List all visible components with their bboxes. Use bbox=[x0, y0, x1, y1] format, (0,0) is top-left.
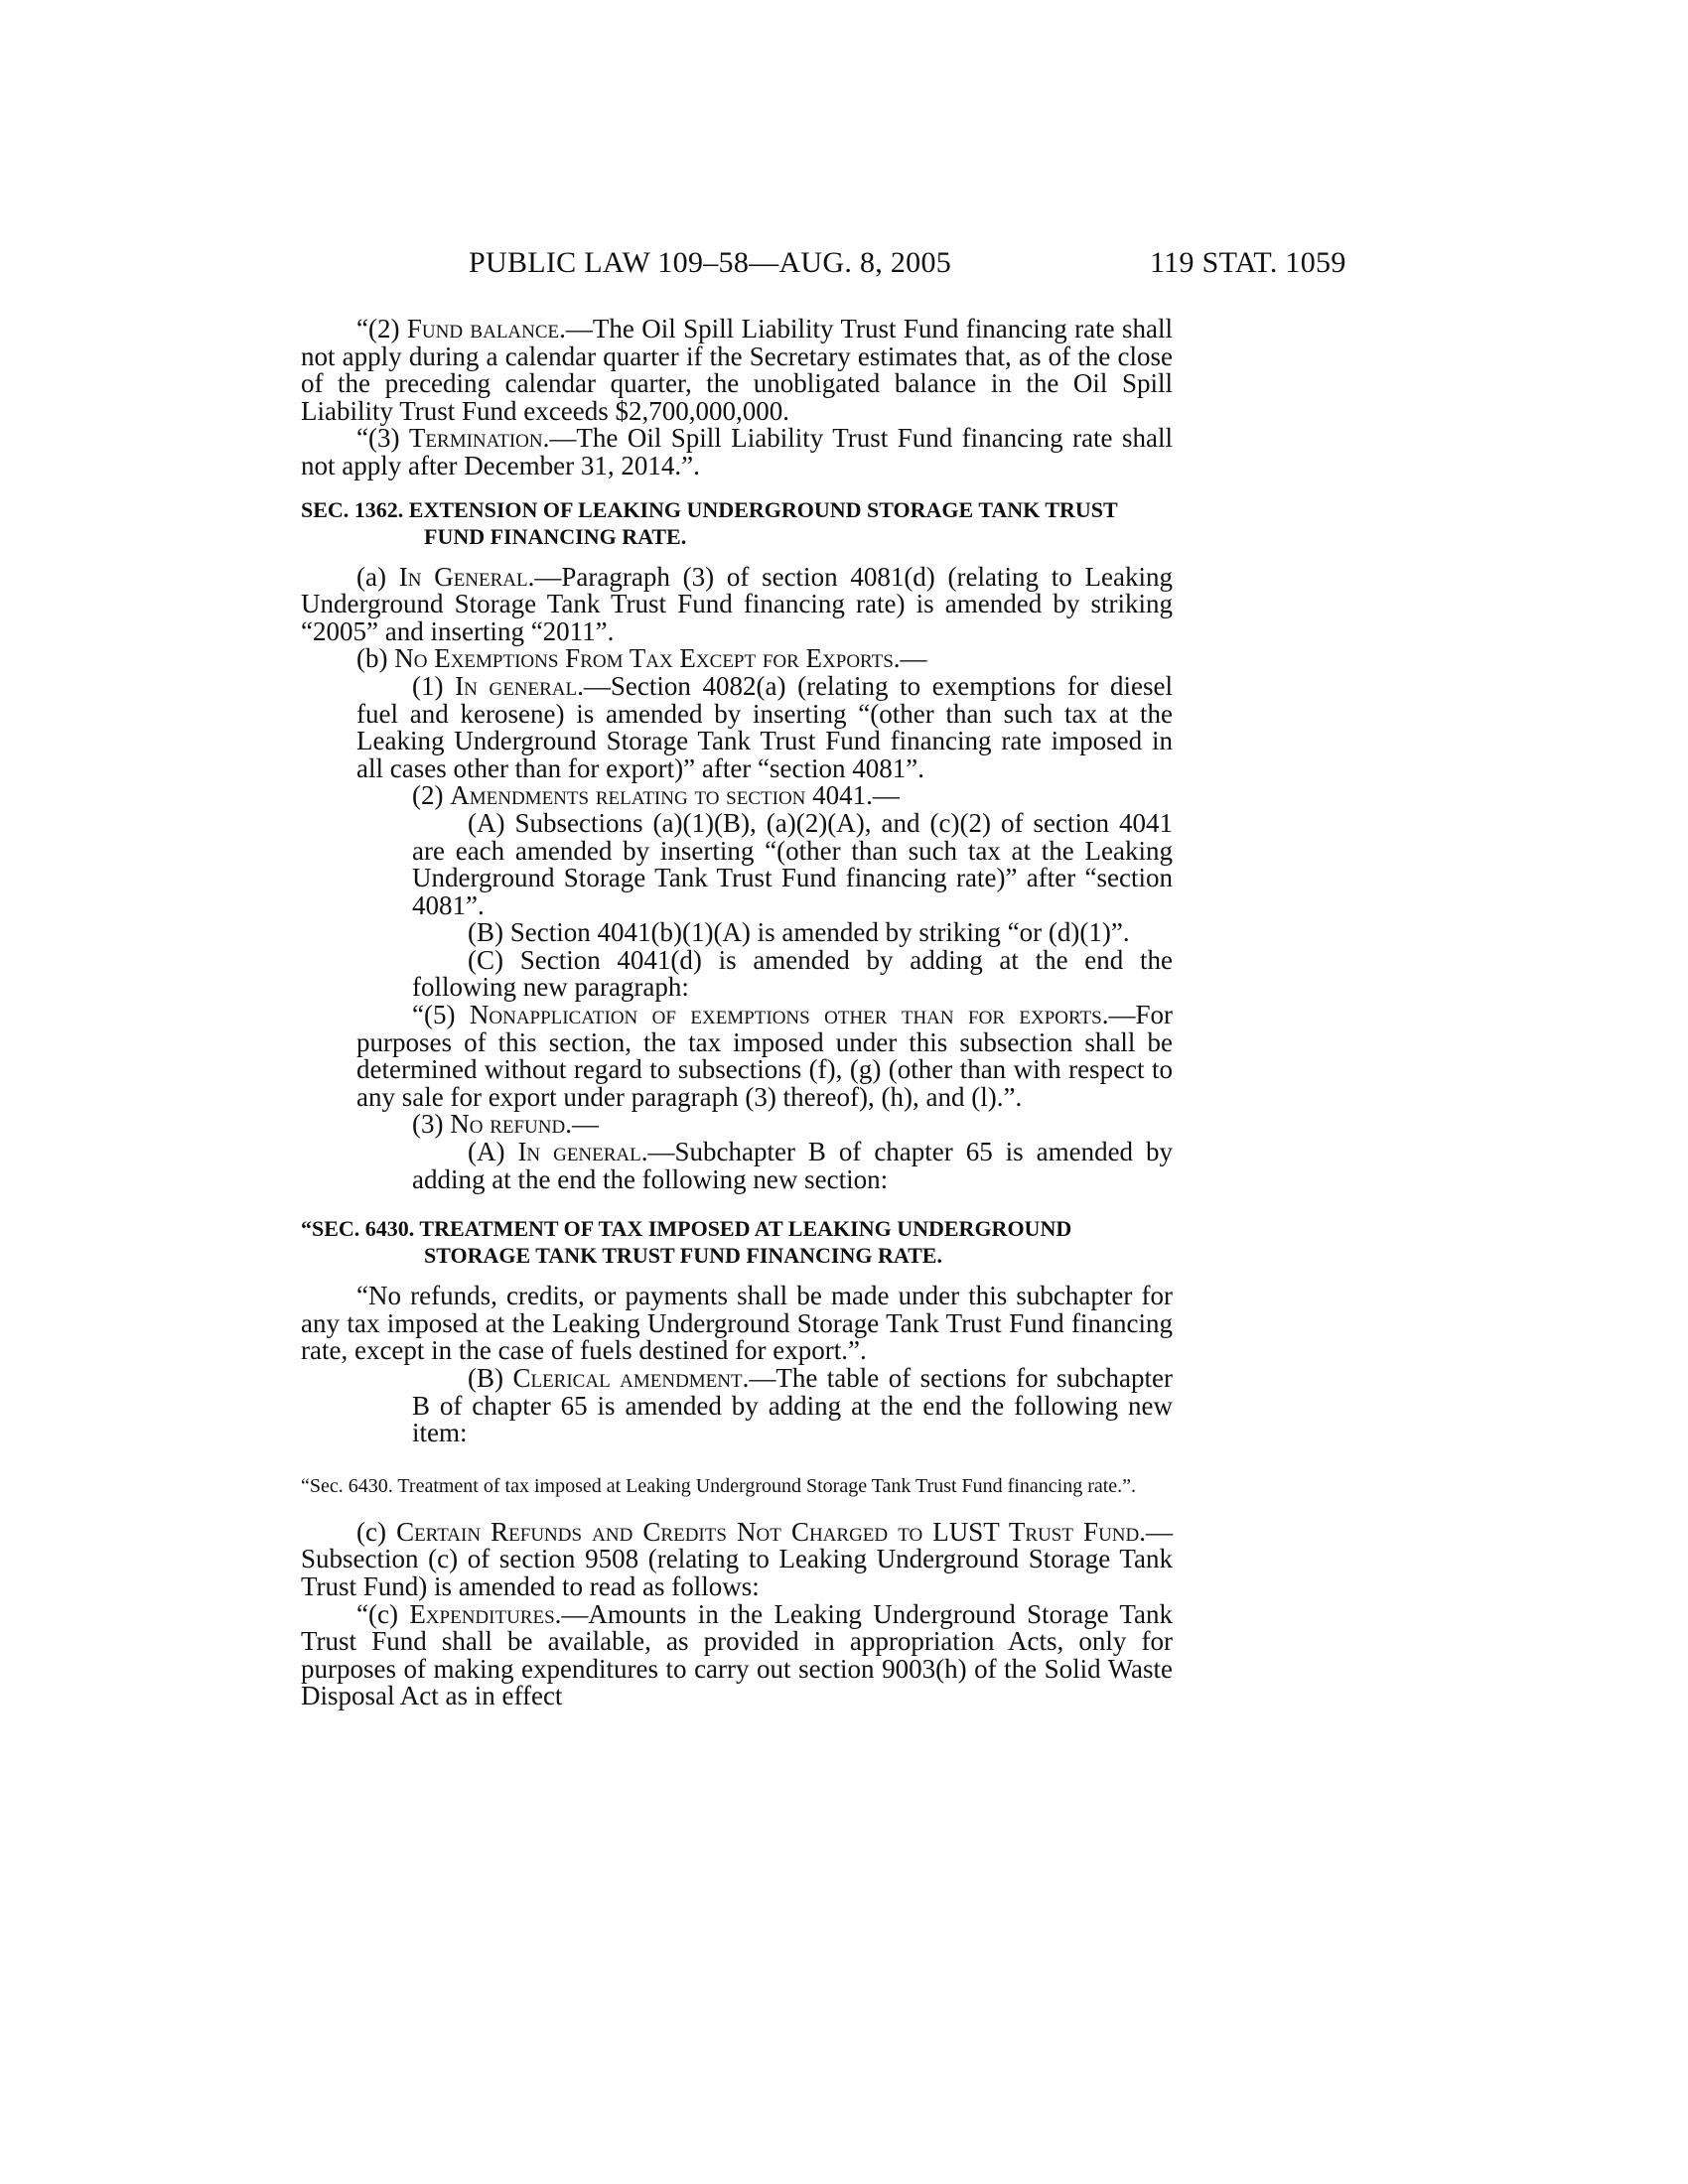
running-header-title: PUBLIC LAW 109–58—AUG. 8, 2005 bbox=[469, 246, 952, 279]
subsection-c bbox=[301, 1516, 1173, 1601]
paragraph-b1 bbox=[301, 670, 1173, 783]
subsection-text: .—Paragraph (3) of section 4081(d) (relating to Leaking Underground Storage Tank Trust Fund financing rate) is amended by striking “2005” and inserting “2011”. bbox=[301, 561, 1173, 646]
document-body bbox=[301, 316, 1173, 1710]
subparagraph-label: (A) bbox=[468, 1137, 518, 1167]
subsection-c-expenditures bbox=[301, 1598, 1174, 1711]
table-of-sections-item: “Sec. 6430. Treatment of tax imposed at Leaking Underground Storage Tank Trust Fund financing rate.”. bbox=[301, 1474, 1137, 1497]
paragraph-termination bbox=[301, 425, 1173, 479]
paragraph-text: .—Section 4082(a) (relating to exemptions for diesel fuel and kerosene) is amended by inserting “(other than such tax at the Leaking Underground Storage Tank Trust Fund financing rate imposed in all cases other than for export)” after “section 4081”. bbox=[356, 670, 1173, 783]
subsection-heading: Expenditures bbox=[409, 1598, 555, 1629]
subsection-a bbox=[301, 561, 1173, 646]
subsection-label: (b) bbox=[356, 643, 395, 674]
subparagraph-heading: Clerical amendment bbox=[512, 1363, 743, 1393]
section-6430-text: “No refunds, credits, or payments shall be made under this subchapter for any tax imposed at the Leaking Underground Storage Tank Trust Fund financing rate, except in the case of fuels destined for export.”. bbox=[301, 1281, 1173, 1366]
paragraph-fund-balance bbox=[301, 316, 1173, 425]
subsection-b bbox=[301, 645, 1173, 673]
paragraph-text: .— bbox=[866, 780, 900, 811]
subsection-label: (a) bbox=[356, 561, 399, 592]
subparagraph-b2c: (C) Section 4041(d) is amended by adding at the end the following new paragraph: bbox=[412, 944, 1173, 1003]
paragraph-label: (3) bbox=[412, 1109, 451, 1140]
paragraph-label: (1) bbox=[412, 670, 456, 701]
subparagraph-b2a: (A) Subsections (a)(1)(B), (a)(2)(A), and (c)(2) of section 4041 are each amended by inserting “(other than such tax at the Leaking Underground Storage Tank Trust Fund financing rate)” after “section 4081”. bbox=[412, 807, 1173, 920]
paragraph-b2 bbox=[301, 782, 1173, 810]
paragraph-heading: No refund bbox=[450, 1109, 566, 1140]
subsection-text: .—Subsection (c) of section 9508 (relating to Leaking Underground Storage Tank Trust Fund) is amended to read as follows: bbox=[301, 1516, 1173, 1601]
subparagraph-text: .—Subchapter B of chapter 65 is amended by adding at the end the following new section: bbox=[412, 1137, 1174, 1194]
paragraph-b3 bbox=[301, 1111, 1173, 1139]
paragraph-text: .—The Oil Spill Liability Trust Fund financing rate shall not apply during a calendar quarter if the Secretary estimates that, as of the close of the preceding calendar quarter, the unobligated balance in the Oil Spill Liability Trust Fund exceeds $2,700,000,000. bbox=[301, 314, 1173, 426]
subsection-heading: No Exemptions From Tax Except for Exports bbox=[394, 643, 894, 674]
paragraph-heading: Amendments relating to section 4041 bbox=[450, 780, 867, 811]
subparagraph-label: (B) bbox=[468, 1363, 513, 1393]
subsection-text: .—Amounts in the Leaking Underground Storage Tank Trust Fund shall be available, as provided in appropriation Acts, only for purposes of making expenditures to carry out section 9003(h) of the Solid Waste Disposal Act as in effect bbox=[301, 1598, 1174, 1711]
section-heading-6430: “SEC. 6430. TREATMENT OF TAX IMPOSED AT LEAKING UNDERGROUND STORAGE TANK TRUST FUND FINANCING RATE. bbox=[301, 1216, 1072, 1269]
paragraph-nonapplication bbox=[301, 1002, 1173, 1111]
subparagraph-b3b bbox=[301, 1365, 1173, 1447]
subparagraph-b3a bbox=[301, 1139, 1173, 1193]
subsection-heading: Certain Refunds and Credits Not Charged to LUST Trust Fund bbox=[396, 1516, 1140, 1547]
paragraph-heading: Termination bbox=[408, 423, 543, 454]
page-citation: 119 STAT. 1059 bbox=[1150, 246, 1346, 279]
paragraph-label: “(5) bbox=[412, 1000, 470, 1030]
paragraph-heading: Fund balance bbox=[406, 314, 560, 343]
paragraph-text: .—The Oil Spill Liability Trust Fund financing rate shall not apply after December 31, 2014.”. bbox=[301, 423, 1173, 480]
paragraph-text: .—For purposes of this section, the tax imposed under this subsection shall be determined without regard to subsections (f), (g) (other than with respect to any sale for export under paragraph (3) thereof), (h), and (l).”. bbox=[356, 1000, 1173, 1112]
subsection-label: (c) bbox=[356, 1516, 397, 1547]
subparagraph-b2b: (B) Section 4041(b)(1)(A) is amended by striking “or (d)(1)”. bbox=[468, 917, 1130, 948]
paragraph-heading: In general bbox=[455, 670, 578, 701]
section-heading-1362: SEC. 1362. EXTENSION OF LEAKING UNDERGROUND STORAGE TANK TRUST FUND FINANCING RATE. bbox=[301, 496, 1118, 549]
paragraph-label: “(3) bbox=[356, 423, 409, 454]
subparagraph-text: .—The table of sections for subchapter B of chapter 65 is amended by adding at the end the following new item: bbox=[412, 1363, 1173, 1448]
paragraph-label: (2) bbox=[412, 780, 451, 811]
paragraph-heading: Nonapplication of exemptions other than for exports bbox=[469, 1000, 1102, 1030]
subparagraph-heading: In general bbox=[517, 1137, 641, 1167]
subsection-text: .— bbox=[893, 643, 927, 674]
paragraph-label: “(2) bbox=[356, 314, 407, 343]
paragraph-text: .— bbox=[565, 1109, 599, 1140]
subsection-label: “(c) bbox=[356, 1598, 410, 1629]
subsection-heading: In General bbox=[398, 561, 528, 592]
